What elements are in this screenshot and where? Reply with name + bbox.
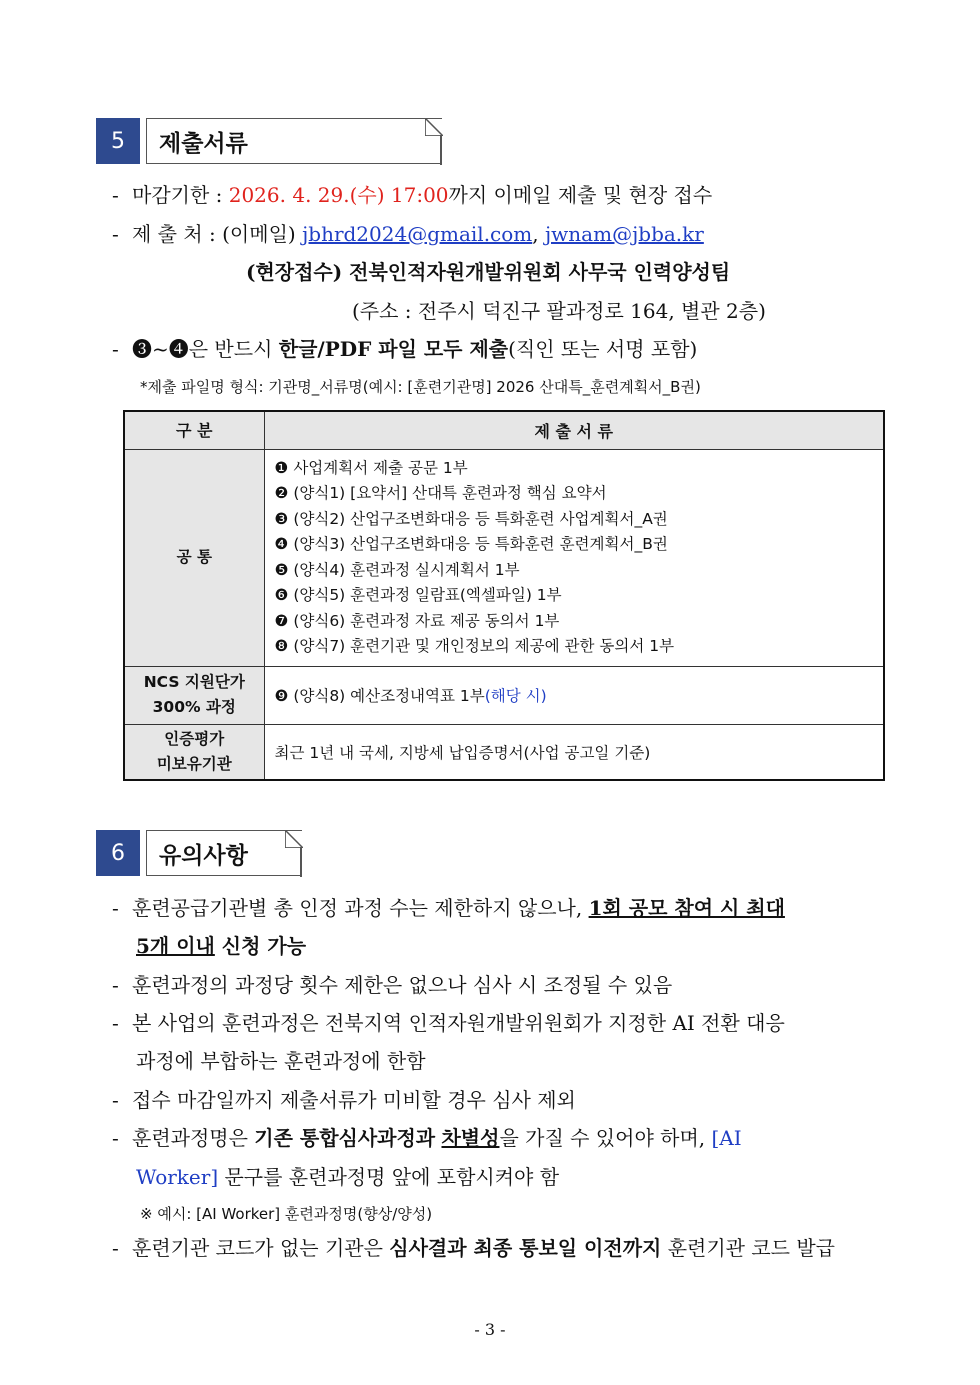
list-item: ❸ (양식2) 산업구조변화대응 등 특화훈련 사업계획서_A권: [274, 509, 668, 528]
list-item: ❷ (양식1) [요약서] 산대특 훈련과정 핵심 요약서: [274, 484, 607, 502]
address-line: (주소 : 전주시 덕진구 팔과정로 164, 별관 2층): [352, 299, 766, 323]
deadline-line: - 마감기한 : 2026. 4. 29.(수) 17:00까지 이메일 제출 및 현장 접수: [112, 183, 713, 207]
section-title: [146, 830, 302, 876]
section-6-header: [96, 830, 302, 876]
common-label: 공 통: [124, 449, 264, 666]
list-item: ❽ (양식7) 훈련기관 및 개인정보의 제공에 관한 동의서 1부: [274, 637, 675, 655]
folded-corner-icon: [285, 830, 303, 848]
list-item: ❹ (양식3) 산업구조변화대응 등 특화훈련 훈련계획서_B권: [274, 535, 668, 553]
documents-table: [123, 410, 885, 781]
required-line: - ❸~❹은 반드시 한글/PDF 파일 모두 제출(직인 또는 서명 포함): [112, 337, 698, 361]
section-5-header: [96, 118, 442, 164]
ncs-label: NCS 지원단가 300% 과정: [124, 666, 264, 724]
submit-line: - 제 출 처 : (이메일) jbhrd2024@gmail.com, jwnam@jbba.kr: [112, 222, 704, 246]
section-number: 5: [96, 118, 140, 164]
list-item: ❺ (양식4) 훈련과정 실시계획서 1부: [274, 560, 520, 579]
common-items: [264, 449, 884, 666]
note-2: - 훈련과정의 과정당 횟수 제한은 없으나 심사 시 조정될 수 있음: [112, 973, 673, 997]
note-5-example: ※ 예시: [AI Worker] 훈련과정명(향상/양성): [140, 1205, 433, 1223]
header-documents: 제 출 서 류: [264, 411, 884, 449]
section-title: [146, 118, 442, 164]
cert-item: 최근 1년 내 국세, 지방세 납입증명서(사업 공고일 기준): [264, 724, 884, 780]
section-title-text: 제출서류: [159, 130, 248, 157]
list-item: ❻ (양식5) 훈련과정 일람표(엑셀파일) 1부: [274, 586, 562, 604]
page-number: - 3 -: [474, 1320, 506, 1339]
email-link-1[interactable]: jbhrd2024@gmail.com: [302, 222, 533, 246]
note-6: - 훈련기관 코드가 없는 기관은 심사결과 최종 통보일 이전까지 훈련기관 코드 발급: [112, 1236, 835, 1260]
table-row: [124, 449, 884, 666]
note-4: - 접수 마감일까지 제출서류가 미비할 경우 심사 제외: [112, 1088, 576, 1112]
section-title-text: 유의사항: [159, 842, 248, 869]
folded-corner-icon: [425, 118, 443, 136]
header-category: 구 분: [124, 411, 264, 449]
section-number: 6: [96, 830, 140, 876]
note-3-line-2: 과정에 부합하는 훈련과정에 한함: [136, 1049, 426, 1073]
cert-label: 인증평가 미보유기관: [124, 724, 264, 780]
note-3-line-1: - 본 사업의 훈련과정은 전북지역 인적자원개발위원회가 지정한 AI 전환 대응: [112, 1011, 785, 1035]
table-header-row: [124, 411, 884, 449]
list-item: ❼ (양식6) 훈련과정 자료 제공 동의서 1부: [274, 611, 560, 630]
deadline-date: 2026. 4. 29.(수) 17:00: [228, 183, 449, 207]
note-1-line-1: - 훈련공급기관별 총 인정 과정 수는 제한하지 않으나, 1회 공모 참여 시 최대: [112, 896, 785, 920]
ncs-item: ❾ (양식8) 예산조정내역표 1부(해당 시): [264, 666, 884, 724]
table-row: [124, 724, 884, 780]
note-5-line-1: - 훈련과정명은 기존 통합심사과정과 차별성을 가질 수 있어야 하며, [AI: [112, 1126, 742, 1150]
note-1-line-2: 5개 이내 신청 가능: [136, 934, 307, 958]
list-item: ❶ 사업계획서 제출 공문 1부: [274, 458, 468, 477]
filename-note: *제출 파일명 형식: 기관명_서류명(예시: [훈련기관명] 2026 산대특_훈련계획서_B권): [140, 378, 701, 396]
note-5-line-2: Worker] 문구를 훈련과정명 앞에 포함시켜야 함: [136, 1165, 560, 1189]
table-row: [124, 666, 884, 724]
email-link-2[interactable]: jwnam@jbba.kr: [544, 222, 704, 246]
onsite-line: (현장접수) 전북인적자원개발위원회 사무국 인력양성팀: [246, 260, 731, 284]
